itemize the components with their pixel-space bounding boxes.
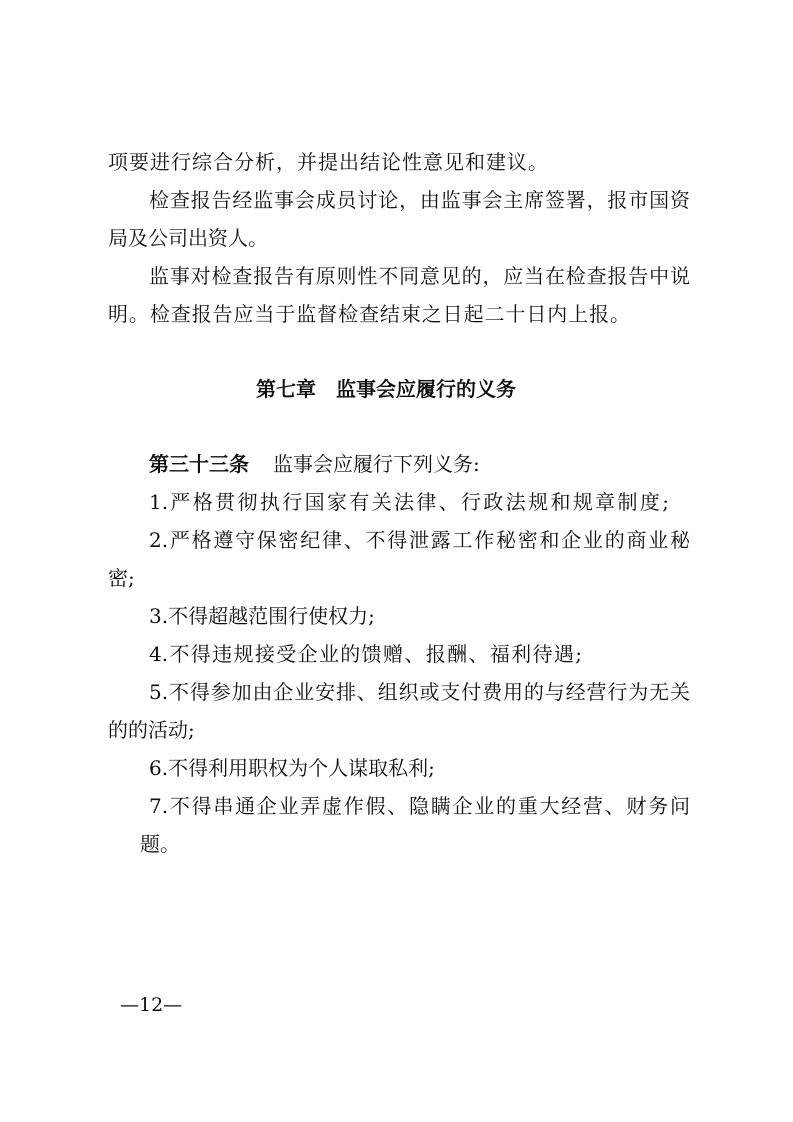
list-item: 3.不得超越范围行使权力; [149, 604, 375, 628]
chapter-heading: 第七章 监事会应履行的义务 [256, 377, 516, 401]
paragraph-line: 监事对检查报告有原则性不同意见的，应当在检查报告中说 [149, 264, 690, 288]
paragraph-line: 明。检查报告应当于监督检查结束之日起二十日内上报。 [108, 302, 630, 326]
list-item: 7.不得串通企业弄虚作假、隐瞒企业的重大经营、财务问 [149, 794, 690, 818]
article-title: 第三十三条 [149, 452, 249, 476]
page-number: —12— [120, 994, 183, 1016]
article-line [149, 451, 480, 477]
paragraph-line: 局及公司出资人。 [108, 226, 268, 250]
article-intro: 监事会应履行下列义务: [273, 452, 480, 476]
list-item: 题。 [140, 832, 180, 856]
list-item: 6.不得利用职权为个人谋取私利; [149, 756, 435, 780]
list-item: 1.严格贯彻执行国家有关法律、行政法规和规章制度; [149, 490, 669, 514]
list-item: 密; [108, 566, 135, 590]
paragraph-line: 项要进行综合分析，并提出结论性意见和建议。 [108, 150, 548, 174]
paragraph-line: 检查报告经监事会成员讨论，由监事会主席签署，报市国资 [149, 188, 690, 212]
list-item: 2.严格遵守保密纪律、不得泄露工作秘密和企业的商业秘 [149, 528, 690, 552]
list-item: 5.不得参加由企业安排、组织或支付费用的与经营行为无关 [149, 680, 690, 704]
list-item: 的的活动; [108, 718, 195, 742]
list-item: 4.不得违规接受企业的馈赠、报酬、福利待遇; [149, 642, 582, 666]
